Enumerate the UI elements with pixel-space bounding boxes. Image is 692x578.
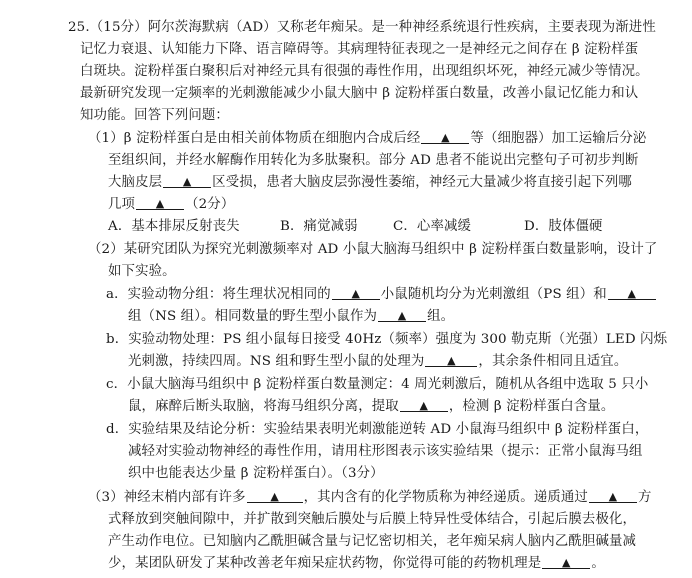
part2-line-2: 如下实验。 (108, 264, 176, 279)
intro-line-5: 知功能。回答下列问题： (80, 108, 229, 123)
part1-text-3b: 区受损，患者大脑皮层弥漫性萎缩，神经元大量减少将直接引起下列哪 (212, 175, 632, 190)
intro-line-2: 记忆力衰退、认知能力下降、语言障碍等。其病理特征表现之一是神经元之间存在 β 淀粉样蛋 (80, 42, 639, 57)
question-number: 25. (68, 20, 90, 35)
answer-blank-11[interactable] (542, 553, 590, 569)
intro-line-1 (68, 17, 656, 39)
blank-marker-icon: ▲ (270, 490, 279, 503)
part2-d-line-3: 织中也能表达少量 β 淀粉样蛋白）。（3分） (128, 466, 384, 481)
part1-option-a: A．基本排尿反射丧失 (108, 219, 240, 234)
part1-option-d: D．肢体僵硬 (524, 219, 603, 234)
part2-a-line-2 (128, 306, 454, 328)
answer-blank-2[interactable] (163, 172, 211, 188)
part3-text-1a: （3）神经末梢内部有许多 (88, 490, 246, 505)
part2-a-text-1a: a．实验动物分组：将生理状况相同的 (106, 287, 331, 302)
part2-b-line-2 (128, 351, 627, 373)
answer-blank-5[interactable] (608, 284, 656, 300)
blank-marker-icon: ▲ (562, 556, 571, 569)
part1-line-3 (108, 172, 632, 194)
question-points: （15分） (89, 20, 148, 35)
part2-c-line-1: c．小鼠大脑海马组织中 β 淀粉样蛋白数量测定：4 周光刺激后，随机从各组中选取 5 只小 (106, 377, 649, 392)
part1-option-c: C．心率减缓 (393, 219, 472, 234)
part2-d-line-1: d．实验结果及结论分析：实验结果表明光刺激能逆转 AD 小鼠海马组织中 β 淀粉样蛋白， (106, 422, 649, 437)
answer-blank-4[interactable] (332, 284, 380, 300)
part2-a-text-1b: 小鼠随机均分为光刺激组（PS 组）和 (380, 287, 607, 302)
part3-text-1b: ，其内含有的化学物质称为神经递质。递质通过 (303, 490, 588, 505)
part3-text-1c: 方 (637, 490, 652, 505)
part1-text-4a: 几项 (108, 197, 136, 212)
part1-text-1a: （1）β 淀粉样蛋白是由相关前体物质在细胞内合成后经 (88, 131, 421, 146)
part2-c-text-2a: 鼠，麻醉后断头取脑，将海马组织分离，提取 (128, 399, 399, 414)
part3-line-4 (108, 553, 605, 575)
part2-c-text-2b: ，检测 β 淀粉样蛋白含量。 (448, 399, 615, 414)
part1-text-1b: 等（细胞器）加工运输后分泌 (470, 131, 647, 146)
blank-marker-icon: ▲ (447, 354, 456, 367)
intro-line-3: 白斑块。淀粉样蛋白聚积后对神经元具有很强的毒性作用，出现组织坏死，神经元减少等情况。 (80, 64, 649, 79)
part1-line-2: 至组织间，并经水解酶作用转化为多肽聚积。部分 AD 患者不能说出完整句子可初步判断 (108, 153, 639, 168)
part2-a-text-2a: 组（NS 组）。相同数量的野生型小鼠作为 (128, 309, 378, 324)
part1-text-3a: 大脑皮层 (108, 175, 163, 190)
part3-text-4a: 少，某团队研发了某种改善老年痴呆症状药物，你觉得可能的药物机理是 (108, 556, 542, 571)
blank-marker-icon: ▲ (155, 197, 165, 210)
blank-marker-icon: ▲ (351, 287, 361, 300)
part2-line-1: （2）某研究团队为探究光刺激频率对 AD 小鼠大脑海马组织中 β 淀粉样蛋白数量影响，设计了 (88, 242, 658, 257)
part2-a-text-2b: 组。 (427, 309, 455, 324)
intro-text-1: 阿尔茨海默病（AD）又称老年痴呆。是一种神经系统退行性疾病，主要表现为渐进性 (147, 20, 656, 35)
blank-marker-icon: ▲ (182, 175, 192, 188)
part2-a-line-1 (106, 284, 657, 306)
answer-blank-8[interactable] (400, 396, 448, 412)
answer-blank-1[interactable] (421, 128, 469, 144)
part3-line-3: 产生动作电位。已知脑内乙酰胆碱含量与记忆密切相关，老年痴呆病人脑内乙酰胆碱量减 (108, 534, 637, 549)
answer-blank-10[interactable] (589, 487, 637, 503)
blank-marker-icon: ▲ (608, 490, 618, 503)
part3-line-2: 式释放到突触间隙中，并扩散到突触后膜处与后膜上特异性受体结合，引起后膜去极化， (108, 512, 637, 527)
part2-b-text-2b: ，其余条件相同且适宜。 (478, 354, 628, 369)
part2-b-text-2a: 光刺激，持续四周。NS 组和野生型小鼠的处理为 (128, 354, 425, 369)
part1-option-b: B．痛觉减弱 (280, 219, 358, 234)
part2-b-line-1: b．实验动物处理：PS 组小鼠每日接受 40Hz（频率）强度为 300 勒克斯（光强）LED 闪烁 (106, 332, 668, 347)
intro-line-4: 最新研究发现一定频率的光刺激能减少小鼠大脑中 β 淀粉样蛋白数量，改善小鼠记忆能力和认 (80, 86, 639, 101)
part1-line-4 (108, 194, 234, 216)
part2-d-line-2: 减轻对实验动物神经的毒性作用，请用柱形图表示该实验结果（提示：正常小鼠海马组 (128, 444, 643, 459)
part3-line-1 (88, 487, 652, 509)
blank-marker-icon: ▲ (441, 131, 450, 144)
answer-blank-7[interactable] (425, 351, 477, 367)
blank-marker-icon: ▲ (397, 309, 407, 322)
blank-marker-icon: ▲ (419, 399, 429, 412)
part2-c-line-2 (128, 396, 614, 418)
part3-text-4b: 。 (591, 556, 605, 571)
answer-blank-6[interactable] (378, 306, 426, 322)
answer-blank-3[interactable] (136, 194, 184, 210)
part1-text-4b: （2分） (185, 197, 235, 212)
answer-blank-9[interactable] (247, 487, 303, 503)
part1-line-1 (88, 128, 646, 150)
blank-marker-icon: ▲ (627, 287, 637, 300)
